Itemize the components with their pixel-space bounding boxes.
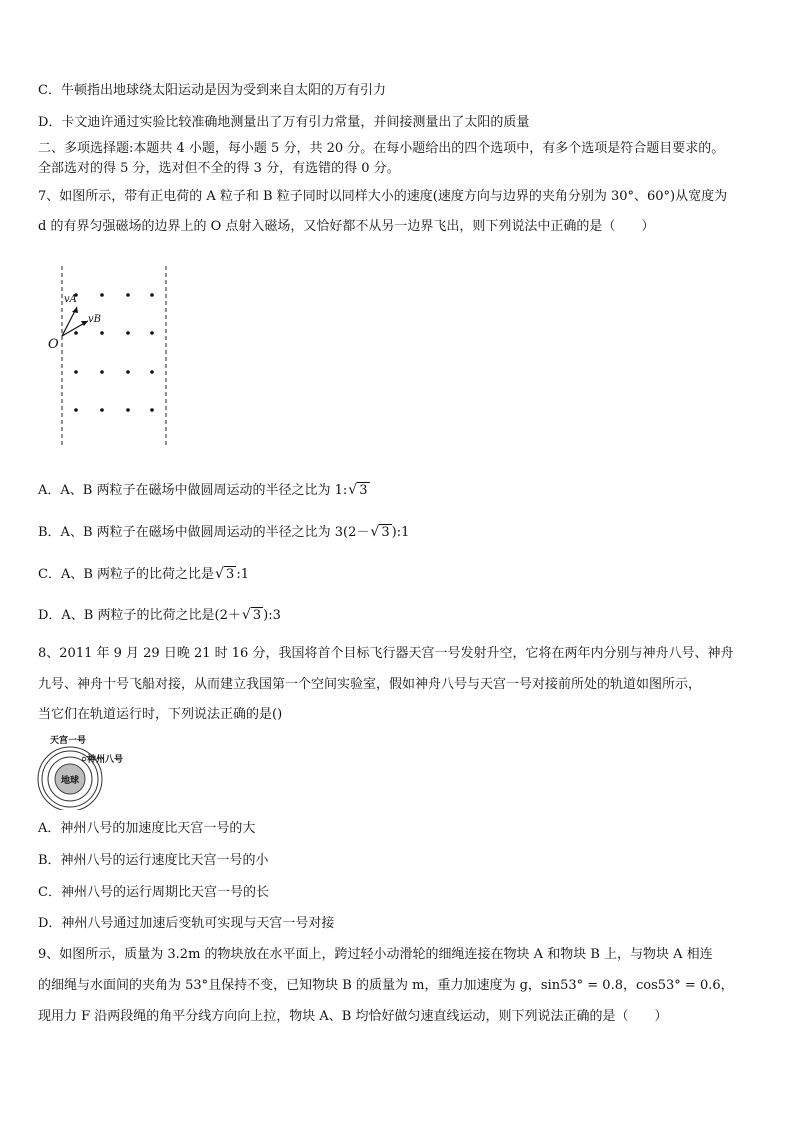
option-6d: D．卡文迪许通过实验比较准确地测量出了万有引力常量，并间接测量出了太阳的质量 xyxy=(38,115,530,130)
velocity-a-label: vA xyxy=(64,294,77,305)
earth-label: 地球 xyxy=(61,776,80,786)
magnetic-field-figure xyxy=(44,262,176,448)
section-2-scoring: 全部选对的得 5 分，选对但不全的得 3 分，有选错的得 0 分。 xyxy=(38,161,400,176)
option-6c: C．牛顿指出地球绕太阳运动是因为受到来自太阳的万有引力 xyxy=(38,83,386,98)
tiangong-label: 天宫一号 xyxy=(50,736,87,746)
question-8-option-d: D．神州八号通过加速后变轨可实现与天宫一号对接 xyxy=(38,916,335,931)
question-9-line-3: 现用力 F 沿两段绳的角平分线方向向上拉，物块 A、B 均恰好做匀速直线运动，则下列说法正确的是（ ） xyxy=(38,1009,668,1024)
question-9-line-2: 的细绳与水面间的夹角为 53°且保持不变，已知物块 B 的质量为 m，重力加速度为 g，sin53° = 0.8，cos53° = 0.6， xyxy=(38,978,734,993)
question-8-line-2: 九号、神舟十号飞船对接，从而建立我国第一个空间实验室，假如神舟八号与天宫一号对接前所处的轨道如图所示， xyxy=(38,677,702,692)
origin-label: O xyxy=(48,337,59,352)
velocity-b-label: vB xyxy=(88,314,101,325)
question-7-option-b: B．A、B 两粒子在磁场中做圆周运动的半径之比为 3(2－√ 3 ):1 xyxy=(38,524,409,542)
question-7-line-1: 7、如图所示，带有正电荷的 A 粒子和 B 粒子同时以同样大小的速度(速度方向与边界的夹角分别为 30°、60°)从宽度为 xyxy=(38,189,728,204)
question-8-option-b: B．神州八号的运行速度比天宫一号的小 xyxy=(38,853,269,868)
shenzhou-marker xyxy=(82,757,86,761)
question-8-option-c: C．神州八号的运行周期比天宫一号的长 xyxy=(38,885,269,900)
field-dots xyxy=(74,293,154,412)
question-7-option-c: C．A、B 两粒子的比荷之比是√ 3 :1 xyxy=(38,566,249,584)
question-7-line-2: d 的有界匀强磁场的边界上的 O 点射入磁场，又恰好都不从另一边界飞出，则下列说法中正确的是（ ） xyxy=(38,219,655,234)
section-2-heading: 二、多项选择题:本题共 4 小题，每小题 5 分，共 20 分。在每小题给出的四个选项中，有多个选项是符合题目要求的。 xyxy=(38,141,725,156)
question-8-line-1: 8、2011 年 9 月 29 日晚 21 时 16 分，我国将首个目标飞行器天宫一号发射升空，它将在两年内分别与神舟八号、神舟 xyxy=(38,646,734,661)
shenzhou-label: 神州八号 xyxy=(87,755,124,765)
orbit-figure xyxy=(36,732,146,810)
question-8-option-a: A．神州八号的加速度比天宫一号的大 xyxy=(38,821,256,836)
question-7-option-d: D．A、B 两粒子的比荷之比是(2＋√ 3 ):3 xyxy=(38,607,281,625)
question-7-option-a: A．A、B 两粒子在磁场中做圆周运动的半径之比为 1:√ 3 xyxy=(38,482,370,500)
question-8-line-3: 当它们在轨道运行时，下列说法正确的是() xyxy=(38,707,283,722)
question-9-line-1: 9、如图所示，质量为 3.2m 的物块放在水平面上，跨过轻小动滑轮的细绳连接在物块 A 和物块 B 上，与物块 A 相连 xyxy=(38,947,713,962)
